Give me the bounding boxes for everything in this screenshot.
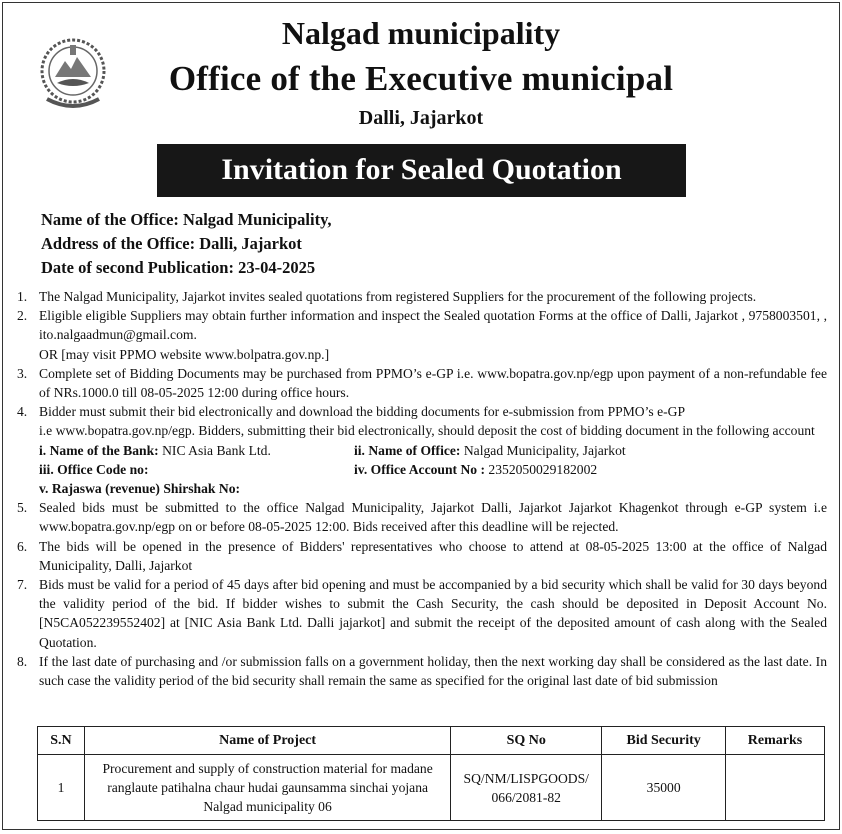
list-item: 1. The Nalgad Municipality, Jajarkot invites sealed quotations from registered Suppliers for the procurement of the following projects. [17,289,757,304]
list-item: 8. If the last date of purchasing and /or submission falls on a government holiday, then the next working day shall be considered as the last date. In such case the validity period of the bid security shall remain the same as specified for the original last date of bid submission [17,653,827,689]
location-title: Dalli, Jajarkot [358,107,484,129]
rajaswa-label: v. Rajaswa (revenue) Shirshak No: [39,481,241,497]
list-item: 7. Bids must be valid for a period of 45 days after bid opening and must be accompanied by a bid security which shall be valid for 30 days beyond the validity period of the bid. If bidder wishes to submit the Cash Security, the cash should be deposited in Deposit Account No.[N5CA052239552402] at [NIC Asia Bank Ltd. Dalli jajarkot] and submit the receipt of the deposited amount of cash along with the Sealed Quotation. [17,577,827,650]
office-title: Office of the Executive municipal [168,59,674,98]
bank-row: i. Name of the Bank: NIC Asia Bank Ltd. ii. Name of Office: Nalgad Municipality, Jajarkot [39,442,626,458]
notice-items [17,287,827,690]
notice-banner: Invitation for Sealed Quotation [157,144,686,197]
list-item: 4. Bidder must submit their bid electronically and download the bidding documents for e-submission from PPMO’s e-GP i.e www.bopatra.gov.np/egp. Bidders, submitting their bid electronically, should deposit the cost of bidding document in the following account i. Name of the Bank: NIC Asia Bank Ltd. ii. Name of Office: Nalgad Municipality, Jajarkot iii. Office Code no: iv. Office Account No : 2352050029182002 v. Rajaswa (revenue) Shirshak No: [17,402,827,498]
project-table [37,726,825,821]
list-item: 5. Sealed bids must be submitted to the office Nalgad Municipality, Jajarkot Dalli, Jajarkot Jajarkot Khagenkot through e-GP system i.e www.bopatra.gov.np/egp on or before 08-05-2025 12:00. Bids received after this deadline will be rejected. [17,500,827,535]
list-item: 6. The bids will be opened in the presence of Bidders' representatives who choose to attend at 08-05-2025 13:00 at the office of Nalgad Municipality, Dalli, Jajarkot [17,538,827,573]
notice-page [2,2,840,830]
municipality-title: Nalgad municipality [281,15,561,51]
publication-date: Date of second Publication: 23-04-2025 [41,258,316,277]
office-name: Name of the Office: Nalgad Municipality, [41,210,332,229]
office-address: Address of the Office: Dalli, Jajarkot [41,234,302,253]
list-item: 2. Eligible eligible Suppliers may obtain further information and inspect the Sealed quotation Forms at the office of Dalli, Jajarkot , 9758003501, , ito.nalgaadmun@gmail.com. OR [may visit PPMO website www.bolpatra.gov.np.] [17,308,827,362]
table-row: 1 Procurement and supply of construction material for madane ranglaute patihalna chaur hudai gaunsamma sinchai yojana Nalgad municipality 06 SQ/NM/LISPGOODS/ 066/2081-82 35000 [38,755,825,821]
bank-row: iii. Office Code no: iv. Office Account No : 2352050029182002 [39,461,598,477]
list-item: 3. Complete set of Bidding Documents may be purchased from PPMO’s e-GP i.e. www.bopatra.gov.np/egp upon payment of a non-refundable fee of NRs.1000.0 till 08-05-2025 12:00 during office hours. [17,365,827,401]
table-header-row: S.N Name of Project SQ No Bid Security Remarks [38,727,825,755]
